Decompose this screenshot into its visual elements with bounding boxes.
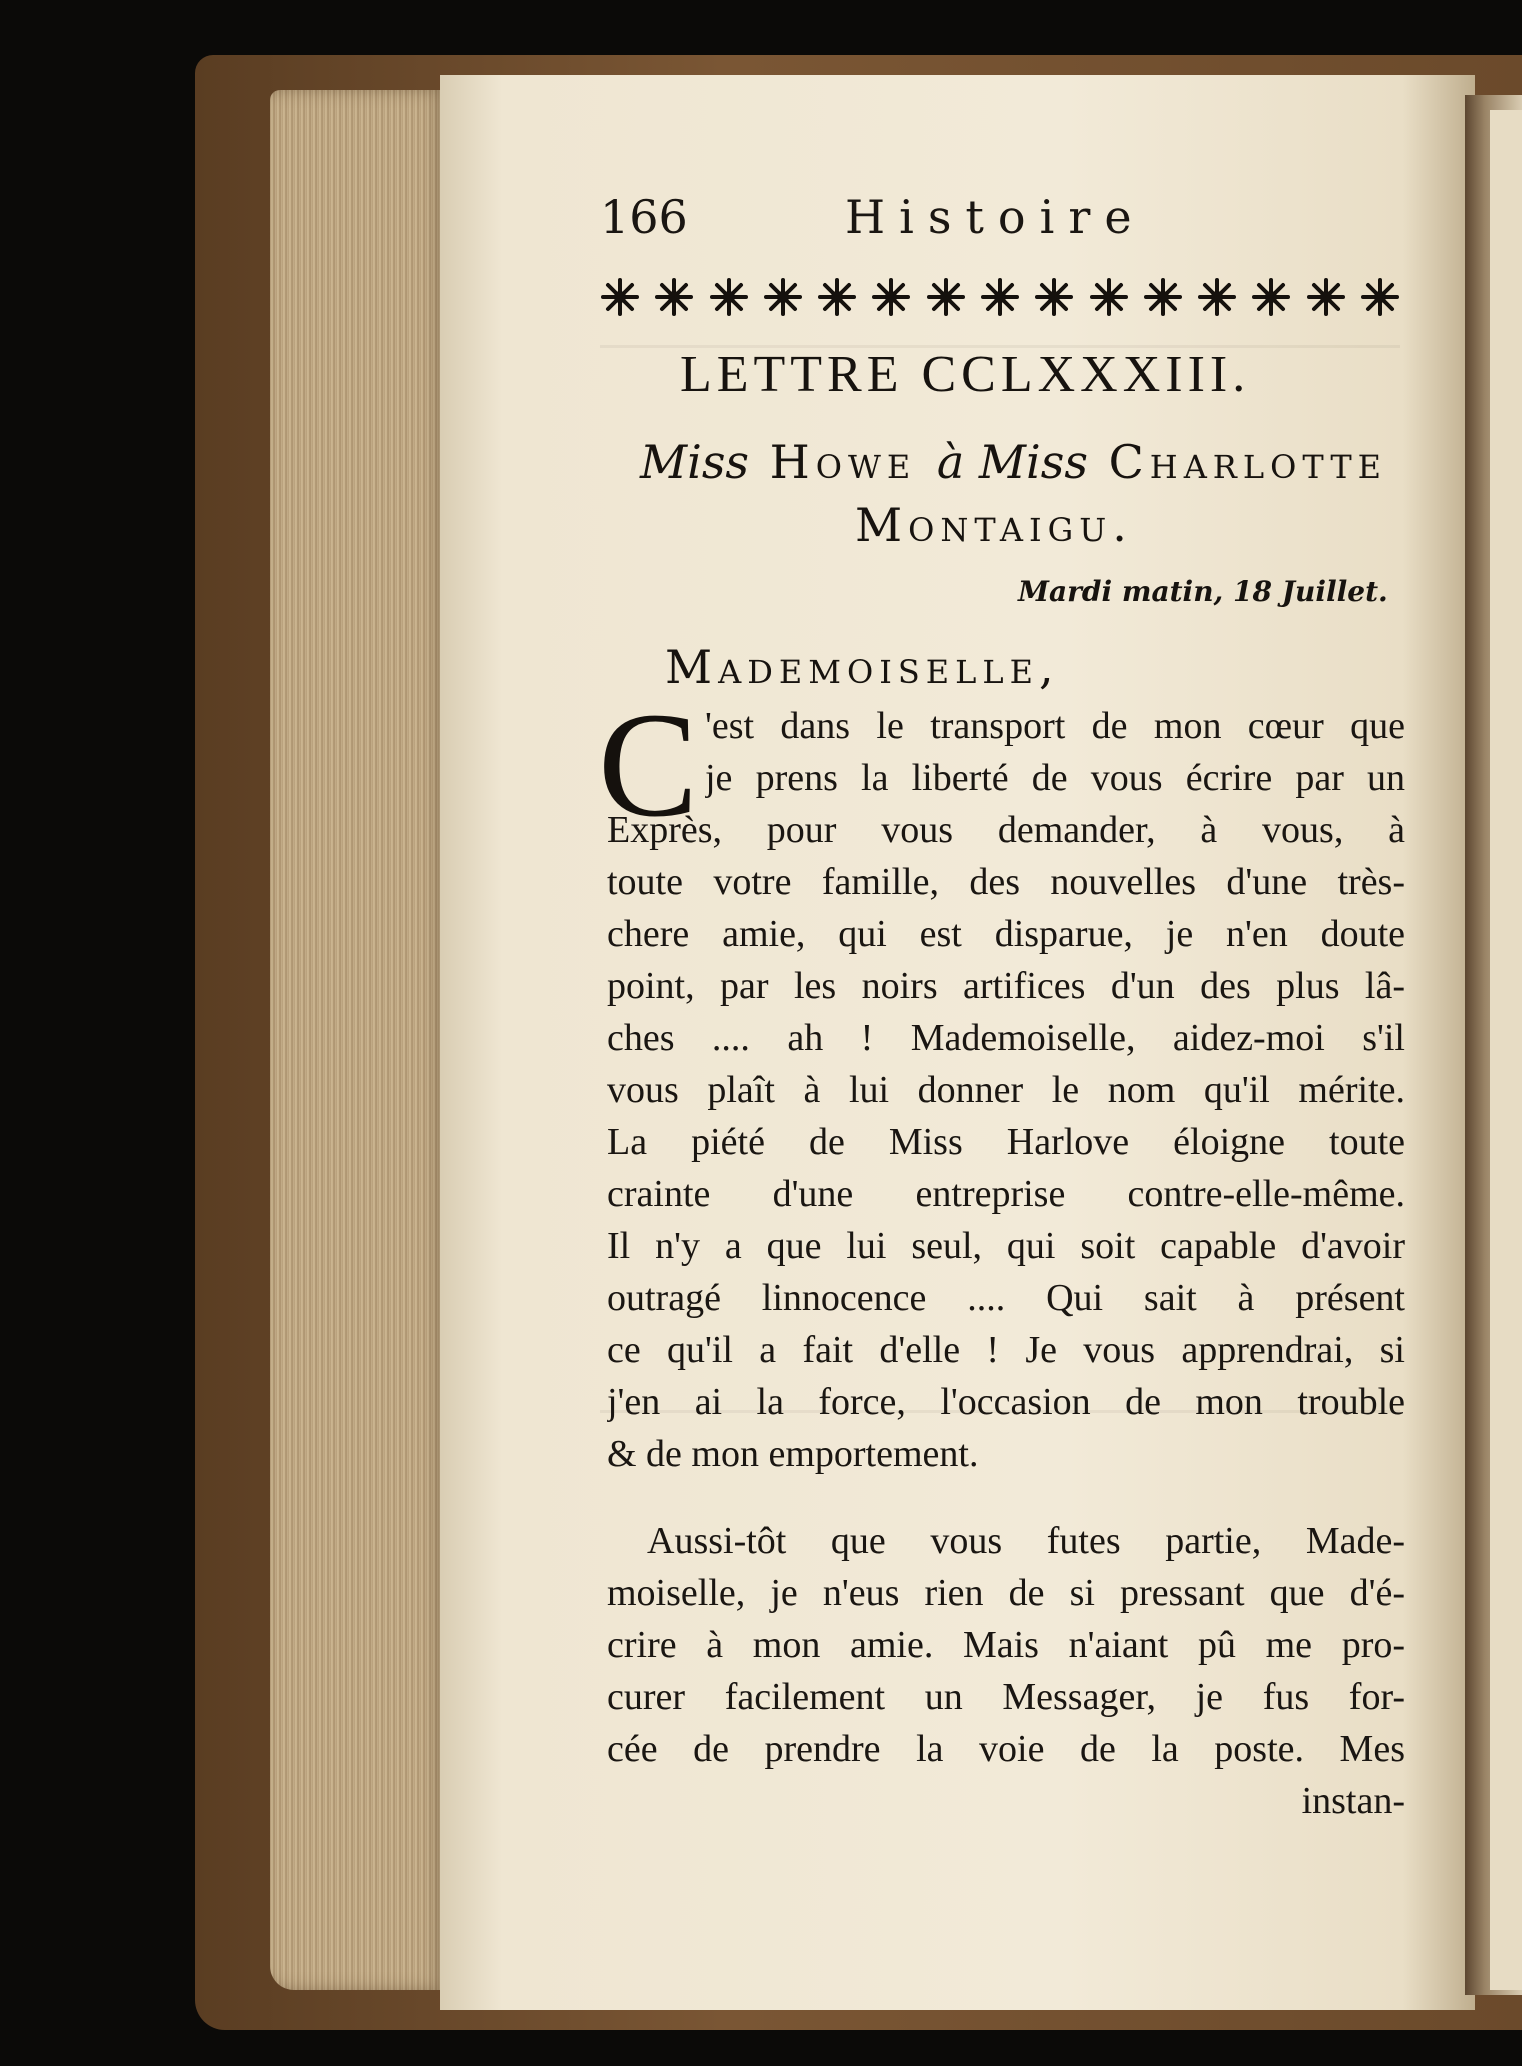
body-line: vous plaît à lui donner le nom qu'il mérite.: [607, 1069, 1405, 1111]
asterisk-flower-icon: [654, 277, 694, 317]
asterisk-flower-icon: [980, 277, 1020, 317]
asterisk-flower-icon: [1034, 277, 1074, 317]
page-header: [600, 190, 1400, 250]
drop-cap: C: [598, 682, 699, 848]
body-line: ce qu'il a fait d'elle ! Je vous apprendrai, si: [607, 1329, 1405, 1371]
asterisk-flower-icon: [871, 277, 911, 317]
body-line: Il n'y a que lui seul, qui soit capable d'avoir: [607, 1225, 1405, 1267]
asterisk-flower-icon: [1251, 277, 1291, 317]
address-run: Charlotte: [1087, 435, 1388, 489]
letter-address-line-1: [640, 435, 1387, 489]
body-line: je prens la liberté de vous écrire par un: [705, 757, 1405, 799]
asterisk-flower-icon: [1143, 277, 1183, 317]
running-head: Histoire: [845, 190, 1146, 244]
address-run: Howe: [749, 435, 937, 489]
body-line: point, par les noirs artifices d'un des plus lâ-: [607, 965, 1405, 1007]
page-number: 166: [600, 190, 688, 244]
letter-title: LETTRE CCLXXXIII.: [680, 346, 1251, 403]
asterisk-flower-icon: [709, 277, 749, 317]
page-edges: [270, 90, 445, 1990]
asterisk-flower-icon: [1089, 277, 1129, 317]
body-line: 'est dans le transport de mon cœur que: [705, 705, 1405, 747]
asterisk-flower-icon: [1360, 277, 1400, 317]
body-line: ches .... ah ! Mademoiselle, aidez-moi s'il: [607, 1017, 1405, 1059]
asterisk-flower-icon: [817, 277, 857, 317]
letter-salutation: Mademoiselle,: [665, 640, 1060, 694]
body-line: curer facilement un Messager, je fus for-: [607, 1676, 1405, 1718]
body-line: j'en ai la force, l'occasion de mon trouble: [607, 1381, 1405, 1423]
body-line: toute votre famille, des nouvelles d'une très-: [607, 861, 1405, 903]
address-run: Miss: [964, 435, 1088, 489]
body-line: cée de prendre la voie de la poste. Mes: [607, 1728, 1405, 1770]
body-line: moiselle, je n'eus rien de si pressant que d'é-: [607, 1572, 1405, 1614]
asterisk-flower-icon: [1197, 277, 1237, 317]
address-run: Miss: [640, 435, 750, 489]
asterisk-flower-icon: [600, 277, 640, 317]
body-line: outragé linnocence .... Qui sait à présent: [607, 1277, 1405, 1319]
body-line: La piété de Miss Harlove éloigne toute: [607, 1121, 1405, 1163]
asterisk-flower-icon: [763, 277, 803, 317]
body-line: Aussi-tôt que vous futes partie, Made-: [647, 1520, 1405, 1562]
body-line: instan-: [1301, 1780, 1405, 1822]
ornament-rule: [600, 272, 1400, 322]
address-run: à: [936, 435, 965, 489]
body-line: crainte d'une entreprise contre-elle-même.: [607, 1173, 1405, 1215]
body-line: Exprès, pour vous demander, à vous, à: [607, 809, 1405, 851]
body-line: & de mon emportement.: [607, 1433, 979, 1475]
letter-dateline: Mardi matin, 18 Juillet.: [1018, 575, 1388, 608]
asterisk-flower-icon: [926, 277, 966, 317]
body-line: chere amie, qui est disparue, je n'en doute: [607, 913, 1405, 955]
letter-address-line-2: Montaigu.: [855, 498, 1133, 552]
body-line: crire à mon amie. Mais n'aiant pû me pro-: [607, 1624, 1405, 1666]
asterisk-flower-icon: [1306, 277, 1346, 317]
facing-page-edge: [1490, 110, 1522, 1990]
